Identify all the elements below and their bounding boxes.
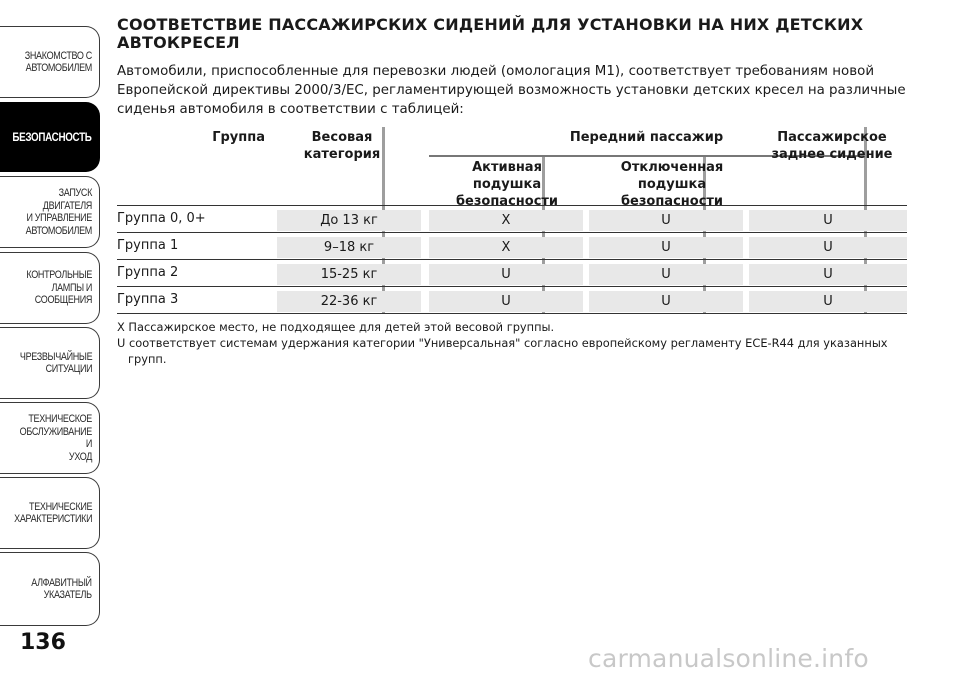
note-x: X Пассажирское место, не подходящее для детей этой весовой группы.: [117, 320, 555, 334]
table-row: [117, 206, 907, 233]
tab-label: АЛФАВИТНЫЙ УКАЗАТЕЛЬ: [31, 576, 92, 601]
tab-label: ТЕХНИЧЕСКОЕ ОБСЛУЖИВАНИЕ И УХОД: [19, 413, 93, 463]
table-row: [117, 233, 907, 260]
tab-label: КОНТРОЛЬНЫЕ ЛАМПЫ И СООБЩЕНИЯ: [26, 269, 92, 307]
rear-seat-cell: U: [749, 210, 907, 231]
page-title: СООТВЕТСТВИЕ ПАССАЖИРСКИХ СИДЕНИЙ ДЛЯ УСТАНОВКИ НА НИХ ДЕТСКИХ АВТОКРЕСЕЛ: [117, 15, 864, 52]
rear-seat-cell: U: [749, 291, 907, 312]
header-disabled-airbag: Отключенная подушка безопасности: [620, 160, 724, 209]
rear-seat-cell: U: [749, 264, 907, 285]
tab-label: ЧРЕЗВЫЧАЙНЫЕ СИТУАЦИИ: [19, 350, 92, 375]
tab-label: ЗАПУСК ДВИГАТЕЛЯ И УПРАВЛЕНИЕ АВТОМОБИЛЕМ: [25, 187, 92, 237]
active-airbag-cell: U: [429, 264, 583, 285]
watermark-text: carmanualsonline.info: [588, 644, 869, 673]
header-front-passenger: Передний пассажир: [569, 130, 724, 145]
header-active-airbag: Активная подушка безопасности: [455, 160, 559, 209]
tab-safety[interactable]: [0, 102, 100, 172]
weight-cell: 9–18 кг: [277, 237, 421, 258]
main-content: [117, 16, 909, 367]
weight-cell: До 13 кг: [277, 210, 421, 231]
header-rear-seat: Пассажирское заднее сидение: [771, 130, 893, 162]
disabled-airbag-cell: U: [589, 291, 743, 312]
tab-emergencies[interactable]: [0, 327, 100, 399]
active-airbag-cell: U: [429, 291, 583, 312]
chapter-sidebar: [0, 0, 104, 640]
tab-getting-to-know-car[interactable]: [0, 26, 100, 98]
group-label: Группа 0, 0+: [117, 211, 206, 226]
tab-starting-and-driving[interactable]: [0, 176, 100, 248]
weight-cell: 22-36 кг: [277, 291, 421, 312]
header-group: Группа: [212, 130, 265, 145]
group-label: Группа 1: [117, 238, 179, 253]
active-airbag-cell: X: [429, 237, 583, 258]
group-label: Группа 3: [117, 292, 179, 307]
tab-warning-lights[interactable]: [0, 252, 100, 324]
active-airbag-cell: X: [429, 210, 583, 231]
table-notes: [117, 319, 909, 367]
child-seat-table: [117, 127, 907, 313]
note-u: U соответствует системам удержания категории "Универсальная" согласно европейскому регламенту ЕСЕ-R44 для указанных групп.: [117, 336, 888, 366]
tab-maintenance[interactable]: [0, 402, 100, 474]
tab-index[interactable]: [0, 552, 100, 626]
intro-paragraph: Автомобили, приспособленные для перевозки людей (омологация M1), соответствует требованиям новой Европейской директивы 2000/3/ЕС, регламентирующей возможность установки детских кресел на различные сиденья автомобиля в соответствии с таблицей:: [117, 64, 906, 117]
table-row: [117, 260, 907, 287]
table-row: [117, 287, 907, 314]
disabled-airbag-cell: U: [589, 237, 743, 258]
disabled-airbag-cell: U: [589, 264, 743, 285]
tab-label: БЕЗОПАСНОСТЬ: [12, 129, 92, 144]
tab-label: ТЕХНИЧЕСКИЕ ХАРАКТЕРИСТИКИ: [13, 500, 92, 525]
tab-technical-data[interactable]: [0, 477, 100, 549]
weight-cell: 15-25 кг: [277, 264, 421, 285]
header-weight: Весовая категория: [303, 130, 381, 162]
rear-seat-cell: U: [749, 237, 907, 258]
disabled-airbag-cell: U: [589, 210, 743, 231]
group-label: Группа 2: [117, 265, 179, 280]
tab-label: ЗНАКОМСТВО С АВТОМОБИЛЕМ: [24, 49, 92, 74]
page-number: 136: [20, 630, 66, 655]
